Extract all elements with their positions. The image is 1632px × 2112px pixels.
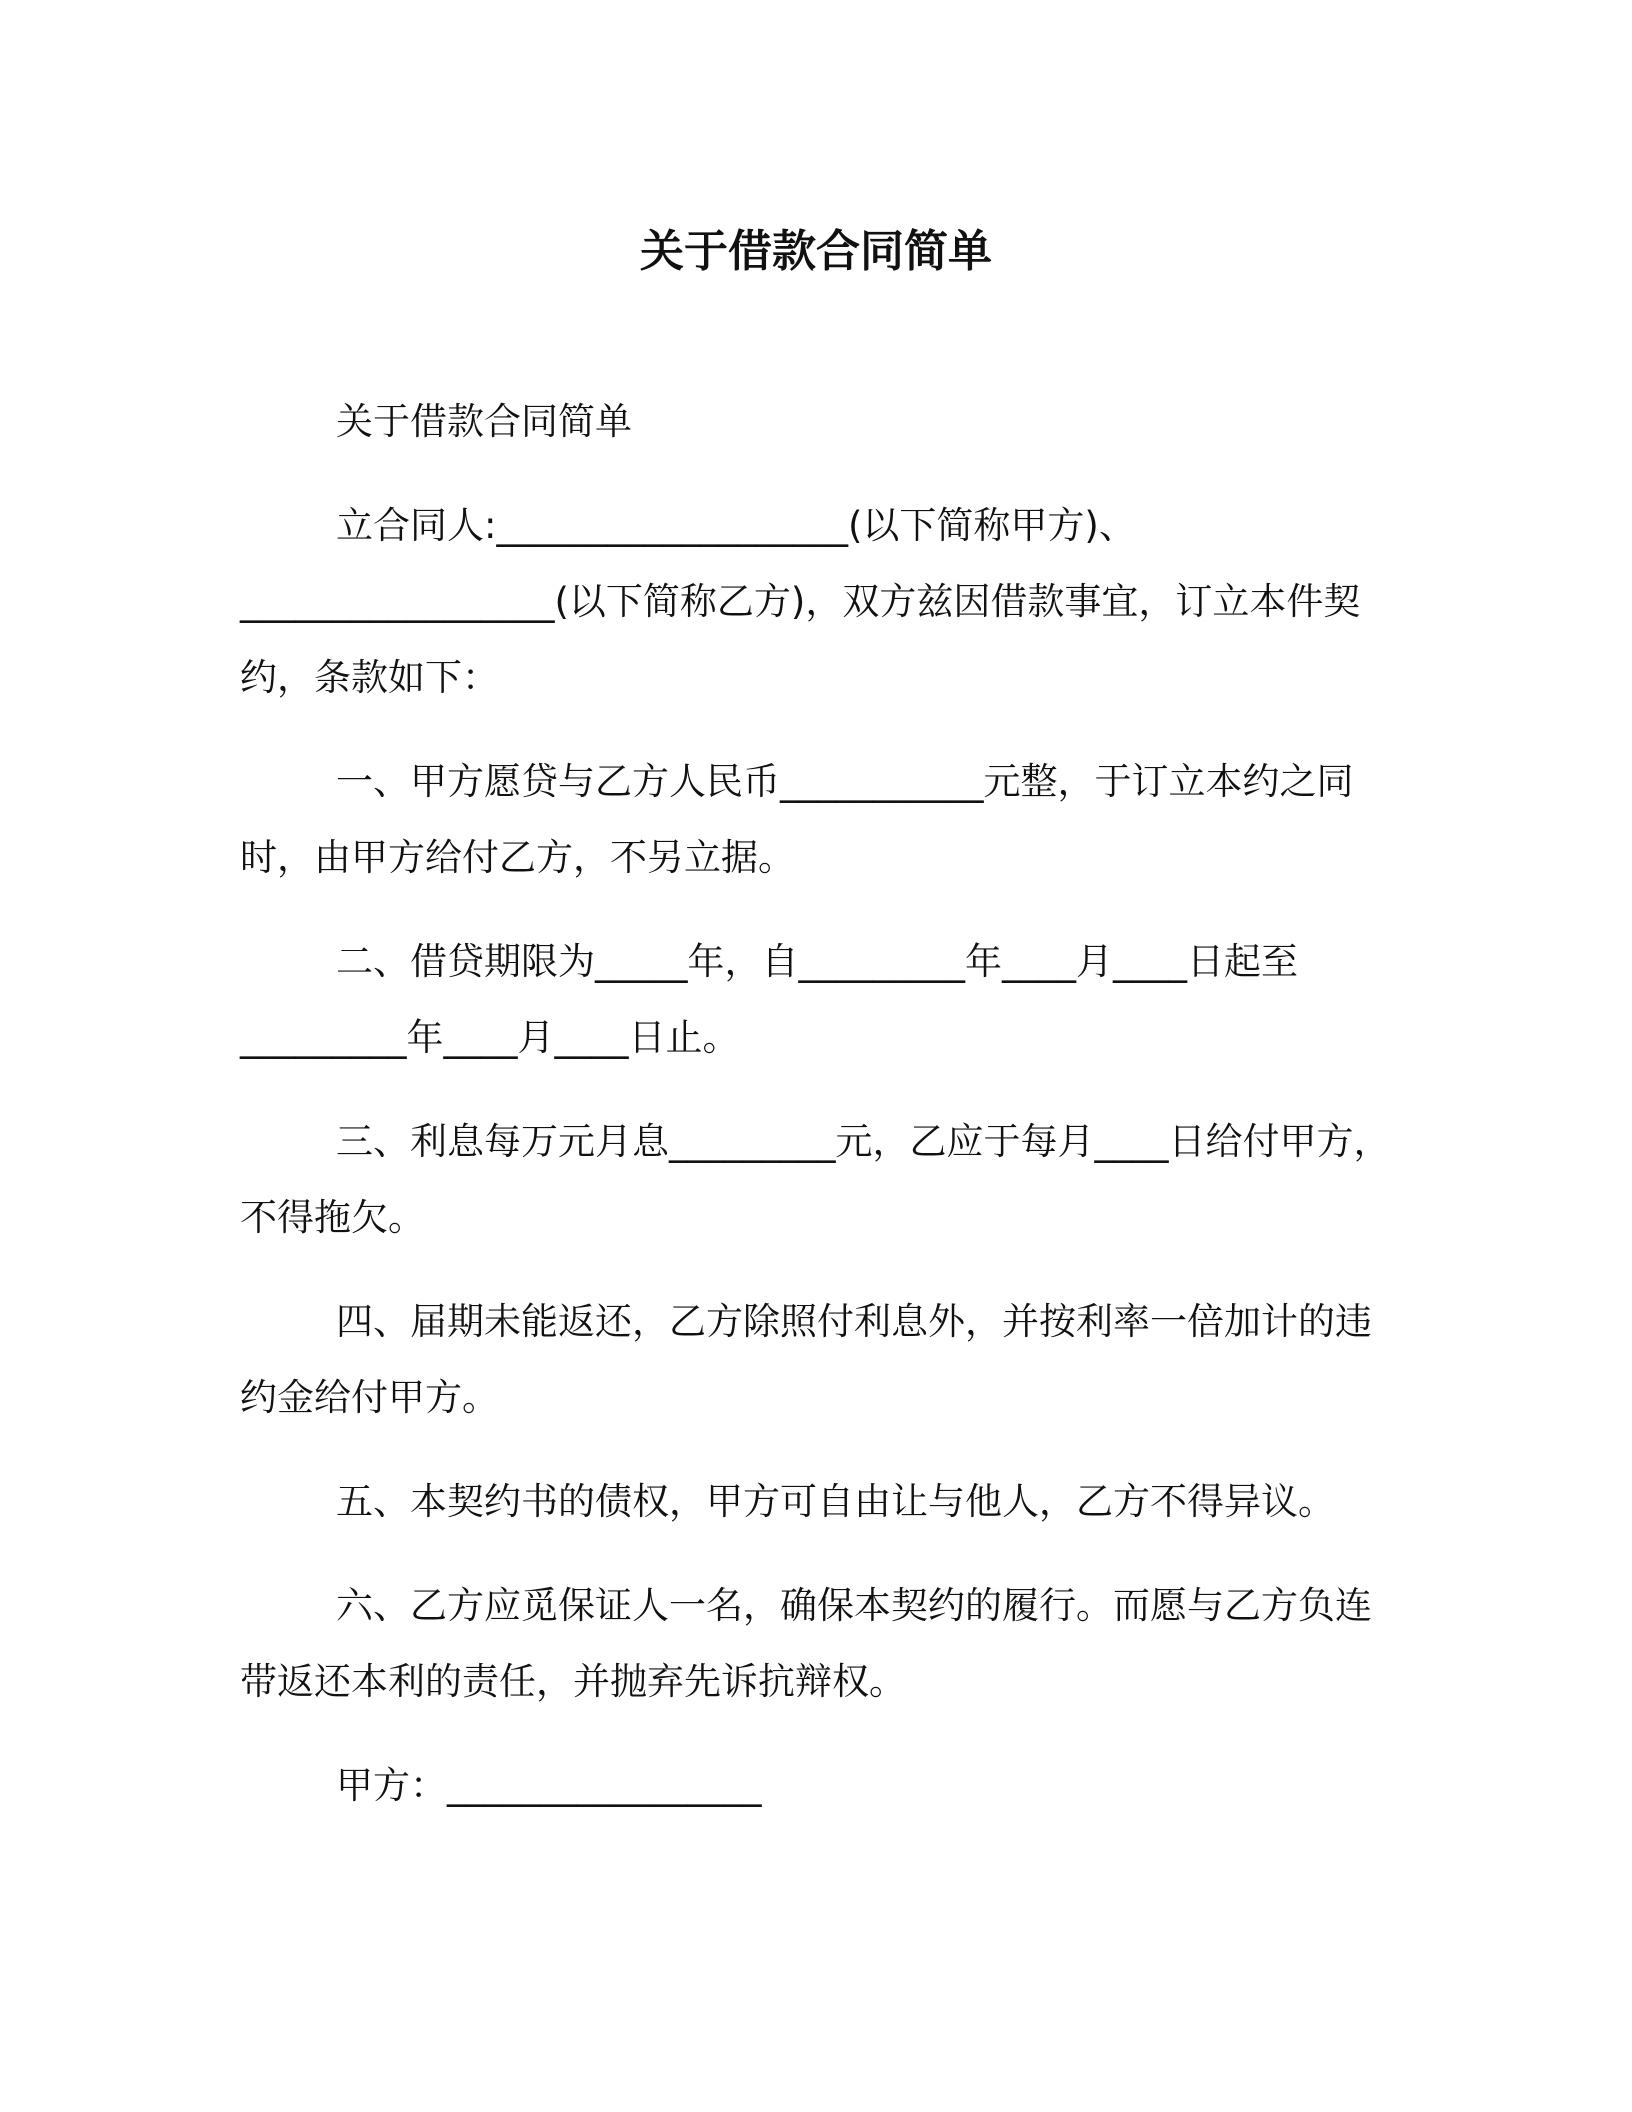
clause-5-line-1: 五、本契约书的债权，甲方可自由让与他人，乙方不得异议。 (336, 1480, 1335, 1523)
document-title: 关于借款合同简单 (640, 226, 992, 277)
clause-3-line-2: 不得拖欠。 (240, 1196, 425, 1239)
document-subtitle: 关于借款合同简单 (336, 400, 632, 443)
party-a-signature-line: 甲方：_________________ (336, 1764, 762, 1807)
clause-3-line-1: 三、利息每万元月息_________元，乙应于每月____日给付甲方， (336, 1120, 1391, 1163)
clause-6-line-1: 六、乙方应觅保证人一名，确保本契约的履行。而愿与乙方负连 (336, 1584, 1372, 1627)
clause-4-line-2: 约金给付甲方。 (240, 1376, 499, 1419)
parties-intro-line-2: _________________(以下简称乙方)，双方兹因借款事宜，订立本件契 (240, 580, 1361, 623)
parties-intro-line-3: 约，条款如下： (240, 656, 499, 699)
clause-6-line-2: 带返还本利的责任，并抛弃先诉抗辩权。 (240, 1660, 906, 1703)
parties-intro-line-1: 立合同人:___________________(以下简称甲方)、 (336, 504, 1136, 547)
clause-2-line-1: 二、借贷期限为_____年，自_________年____月____日起至 (336, 940, 1298, 983)
clause-2-line-2: _________年____月____日止。 (240, 1016, 740, 1059)
clause-1-line-1: 一、甲方愿贷与乙方人民币___________元整，于订立本约之同 (336, 760, 1354, 803)
clause-4-line-1: 四、届期未能返还，乙方除照付利息外，并按利率一倍加计的违 (336, 1300, 1372, 1343)
clause-1-line-2: 时，由甲方给付乙方，不另立据。 (240, 836, 795, 879)
